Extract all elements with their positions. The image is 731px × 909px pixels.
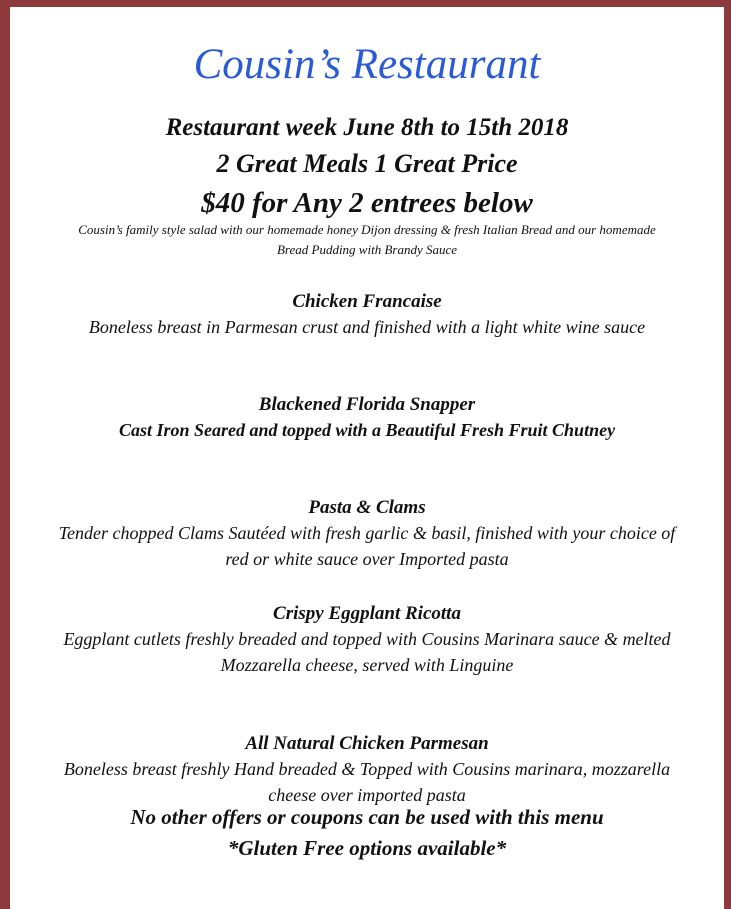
menu-item-name: Pasta & Clams: [308, 497, 426, 518]
menu-item-eggplant-ricotta: [50, 602, 684, 678]
menu-item-description: Boneless breast freshly Hand breaded & Topped with Cousins marinara, mozzarella cheese over imported pasta: [63, 759, 671, 805]
menu-item-description: Tender chopped Clams Sautéed with fresh garlic & basil, finished with your choice of red or white sauce over Imported pasta: [58, 523, 676, 569]
gluten-free-notice: *Gluten Free options available*: [227, 836, 507, 860]
no-offers-notice: No other offers or coupons can be used with this menu: [130, 805, 604, 829]
menu-item-description: Eggplant cutlets freshly breaded and topped with Cousins Marinara sauce & melted Mozzarella cheese, served with Linguine: [63, 629, 671, 675]
promo-tagline: 2 Great Meals 1 Great Price: [216, 149, 518, 178]
menu-item-chicken-parmesan: [50, 732, 684, 808]
menu-item-name: All Natural Chicken Parmesan: [245, 733, 489, 754]
promo-price: $40 for Any 2 entrees below: [201, 187, 533, 219]
menu-item-blackened-snapper: [50, 393, 684, 443]
menu-item-name: Chicken Francaise: [292, 291, 442, 312]
restaurant-title: Cousin’s Restaurant: [193, 41, 541, 88]
menu-item-name: Crispy Eggplant Ricotta: [273, 603, 461, 624]
menu-item-pasta-clams: [50, 496, 684, 572]
menu-page: [10, 7, 724, 909]
promo-dates: Restaurant week June 8th to 15th 2018: [165, 114, 569, 141]
menu-item-description: Cast Iron Seared and topped with a Beautiful Fresh Fruit Chutney: [118, 420, 616, 440]
menu-item-name: Blackened Florida Snapper: [258, 394, 476, 415]
intro-text: Cousin’s family style salad with our homemade honey Dijon dressing & fresh Italian Bread and our homemade Bread Pudding with Brandy Sauce: [78, 222, 656, 257]
menu-item-chicken-francaise: [50, 290, 684, 340]
menu-item-description: Boneless breast in Parmesan crust and finished with a light white wine sauce: [88, 317, 646, 337]
